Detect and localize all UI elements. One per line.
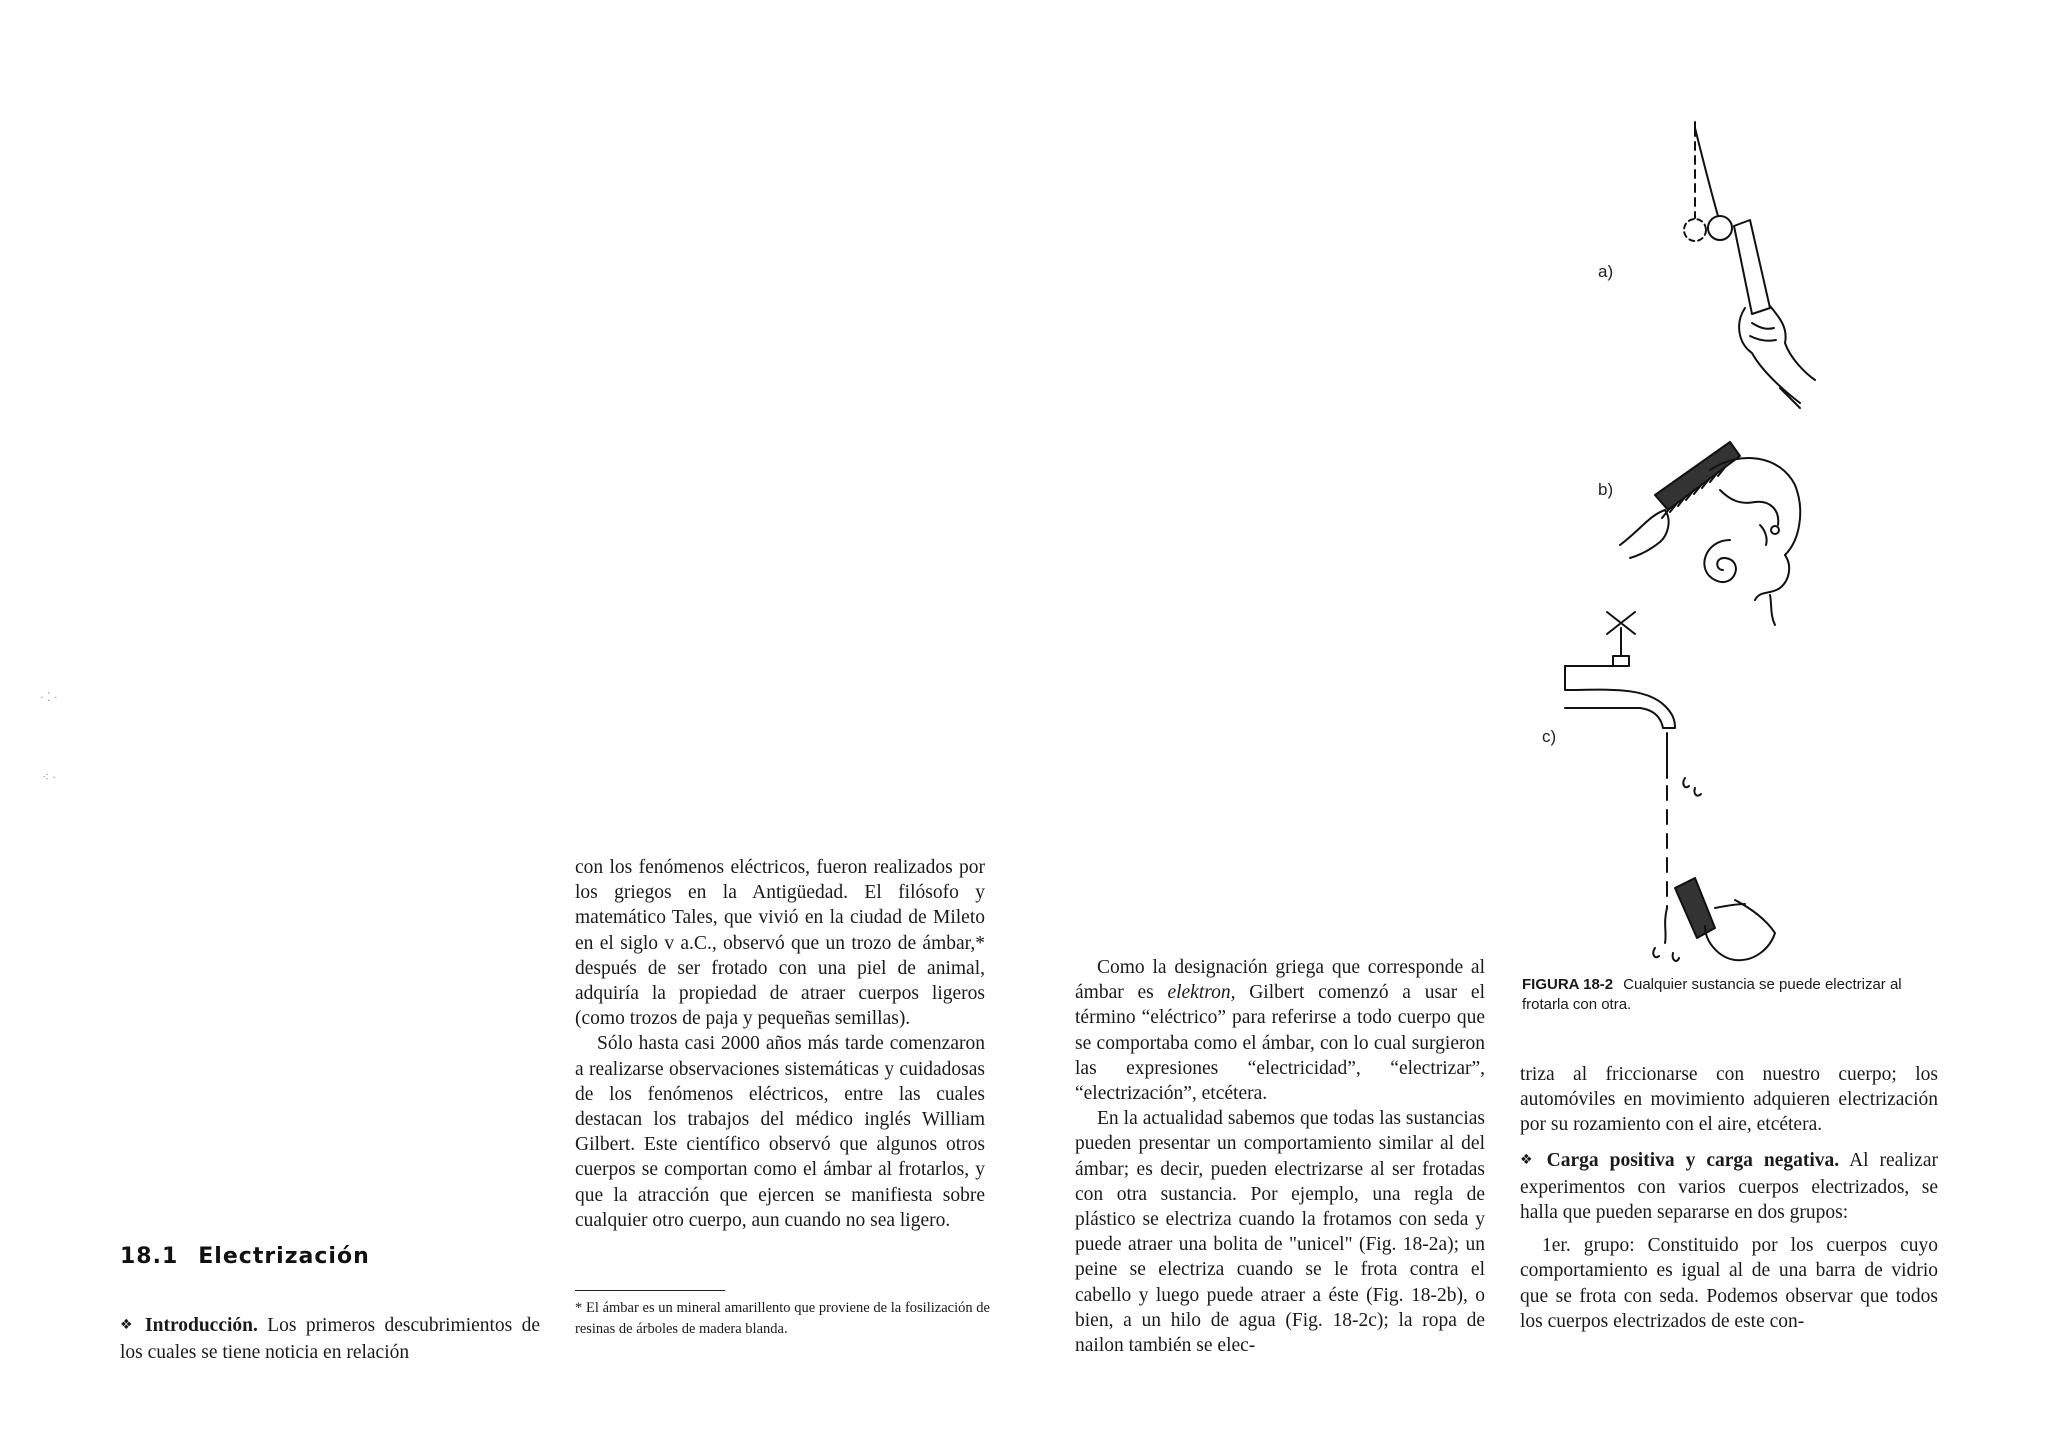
diamond-bullet-icon: ❖ xyxy=(1520,1151,1539,1168)
right-paragraph-1-italic: elektron, xyxy=(1167,982,1236,1004)
diamond-bullet-icon: ❖ xyxy=(120,1317,138,1333)
figure-caption-text: Cualquier sustancia se puede electrizar al frotarla con otra. xyxy=(1522,976,1902,1013)
figure-caption xyxy=(1522,975,1942,1015)
footnote-rule xyxy=(575,1290,725,1291)
faucet-water-comb-illustration xyxy=(1555,608,1795,968)
scan-speck: ⁖ · xyxy=(42,770,57,784)
middle-column xyxy=(575,855,985,1233)
right-column-2 xyxy=(1520,1062,1938,1334)
right-paragraph-2: En la actualidad sabemos que todas las sustancias pueden presentar un comportamiento similar al del ámbar; es decir, pueden electrizarse al ser frotadas con otra sustancia. Por ejemplo, una regla de plástico se electriza cuando la frotamos con seda y puede atraer una bolita de "unicel" (Fig. 18-2a); un peine se electriza cuando se le frota contra el cabello y luego puede atraer a éste (Fig. 18-2b), o bien, a un hilo de agua (Fig. 18-2c); la ropa de nailon también se elec- xyxy=(1075,1108,1485,1357)
right-paragraph-1 xyxy=(1075,955,1485,1106)
intro-heading: Introducción. xyxy=(145,1315,258,1336)
intro-text: Los primeros descubrimientos de los cuales se tiene noticia en relación xyxy=(120,1315,541,1364)
charge-heading: Carga positiva y carga negativa. xyxy=(1546,1149,1840,1171)
footnote: * El ámbar es un mineral amarillento que proviene de la fosilización de resinas de árboles de madera blanda. xyxy=(575,1300,990,1337)
intro-paragraph xyxy=(120,1313,540,1365)
left-column xyxy=(120,1313,540,1365)
middle-paragraph-1: con los fenómenos eléctricos, fueron realizados por los griegos en la Antigüedad. El filósofo y matemático Tales, que vivió en la ciudad de Mileto en el siglo v a.C., observó que un trozo de ámbar,* después de ser frotado con una piel de animal, adquiría la propiedad de atraer cuerpos ligeros (como trozos de paja y pequeñas semillas). xyxy=(575,857,985,1030)
right2-paragraph-1: triza al friccionarse con nuestro cuerpo; los automóviles en movimiento adquieren electrización por su rozamiento con el aire, etcétera. xyxy=(1520,1064,1938,1136)
figure-panel-c-label: c) xyxy=(1542,727,1557,746)
right2-paragraph-3: 1er. grupo: Constituido por los cuerpos cuyo comportamiento es igual al de una barra de vidrio que se frota con seda. Podemos observar que todos los cuerpos electrizados de este con- xyxy=(1520,1235,1938,1332)
section-number: 18.1 xyxy=(120,1244,179,1269)
scan-speck: · ⁚ · xyxy=(40,690,58,704)
right2-paragraph-2 xyxy=(1520,1148,1938,1226)
figure-label: FIGURA 18-2 xyxy=(1522,976,1614,993)
pendulum-rod-illustration xyxy=(1640,118,1820,418)
right-paragraph-1-text-a: Como la designación griega que corresponde al ámbar es xyxy=(1075,957,1485,1004)
right-column-1 xyxy=(1075,955,1485,1358)
figure-panel-b-label: b) xyxy=(1598,480,1614,499)
section-title: Electrización xyxy=(198,1244,370,1269)
right2-paragraph-2-text: Al realizar experimentos con varios cuerpos electrizados, se halla que pueden separarse en dos grupos: xyxy=(1520,1149,1938,1224)
figure-panel-a-label: a) xyxy=(1598,262,1614,281)
right-paragraph-1-text-b: Gilbert comenzó a usar el término “eléctrico” para referirse a todo cuerpo que se comportaba como el ámbar, con lo cual surgieron las expresiones “electricidad”, “electrizar”, “electrización”, etcétera. xyxy=(1075,982,1485,1105)
section-heading xyxy=(120,1244,370,1269)
middle-paragraph-2: Sólo hasta casi 2000 años más tarde comenzaron a realizarse observaciones sistemáticas y cuidadosas de los fenómenos eléctricos, entre las cuales destacan los trabajos del médico inglés William Gilbert. Este científico observó que algunos otros cuerpos se comportan como el ámbar al frotarlos, y que la atracción que ejercen se manifiesta sobre cualquier otro cuerpo, aun cuando no sea ligero. xyxy=(575,1033,985,1231)
comb-hair-illustration xyxy=(1620,430,1810,630)
